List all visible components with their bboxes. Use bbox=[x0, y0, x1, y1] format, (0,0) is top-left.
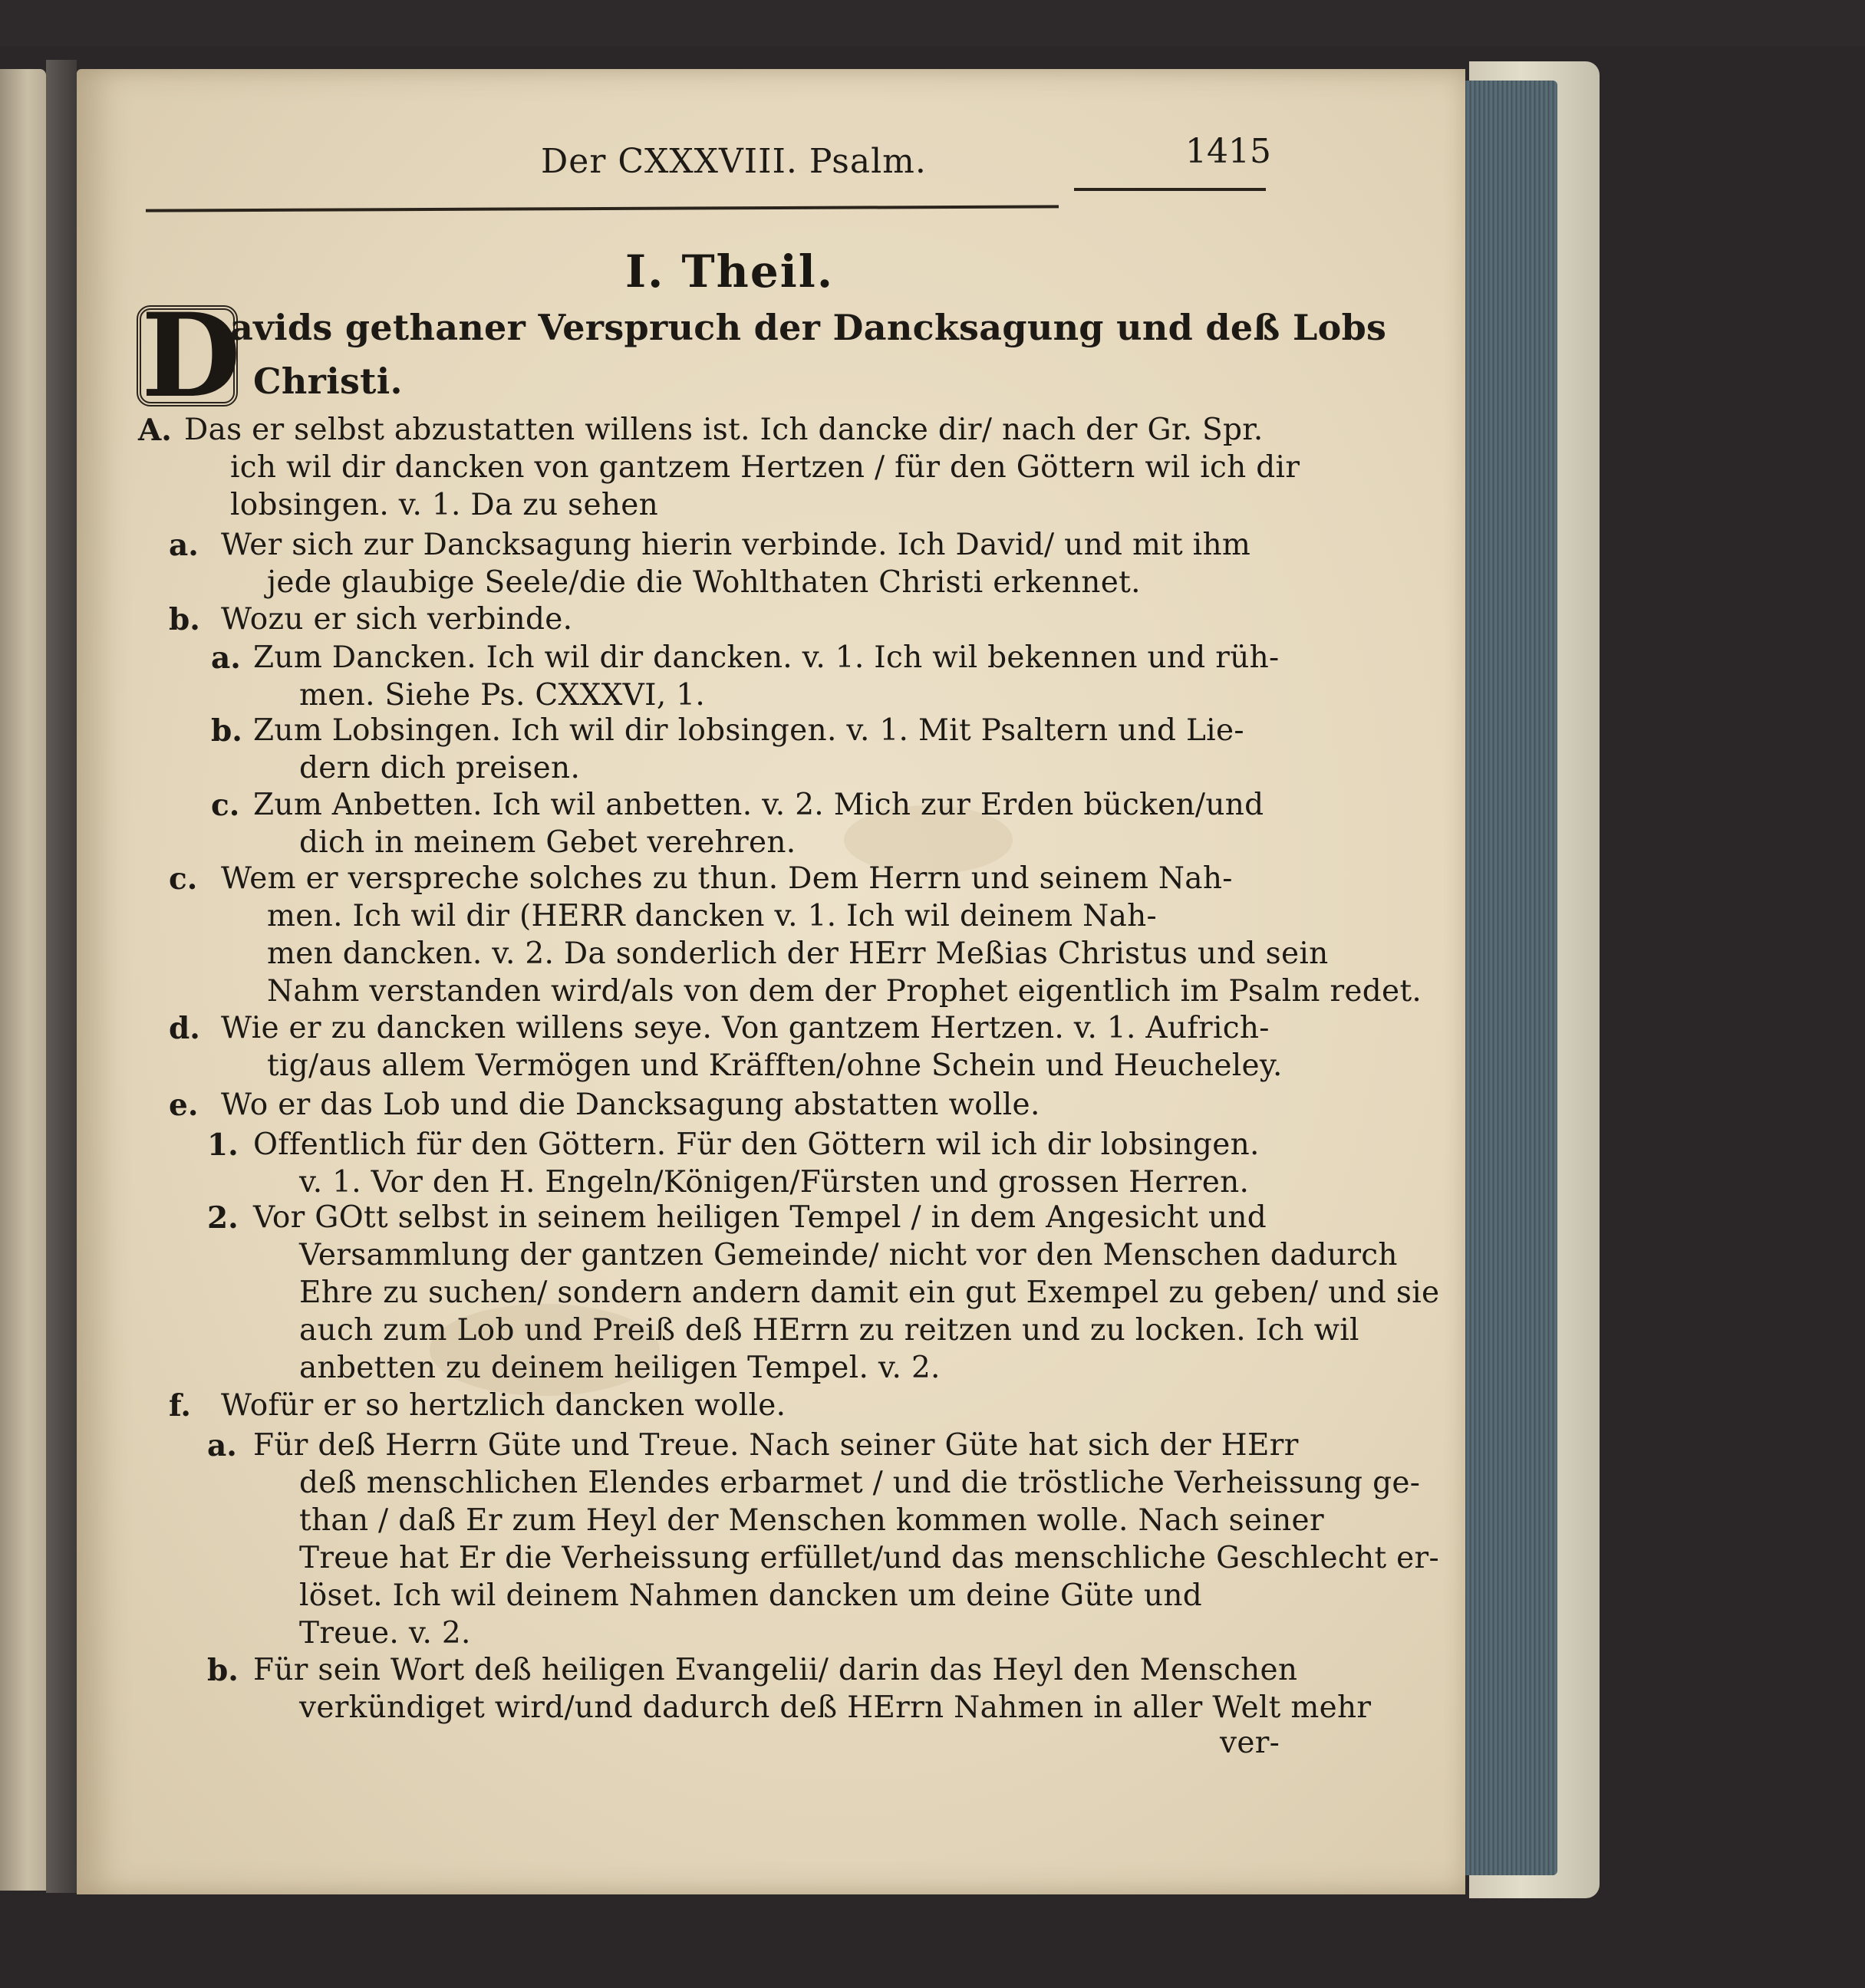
text-line: Treue. v. 2. bbox=[299, 1616, 471, 1651]
text-line: Versammlung der gantzen Gemeinde/ nicht vor den Menschen dadurch bbox=[299, 1238, 1398, 1272]
text-line: Offentlich für den Göttern. Für den Göttern wil ich dir lobsingen. bbox=[253, 1127, 1260, 1162]
text-line: men. Ich wil dir (HERR dancken v. 1. Ich wil deinem Nah- bbox=[267, 899, 1158, 933]
text-line: Zum Dancken. Ich wil dir dancken. v. 1. Ich wil bekennen und rüh- bbox=[253, 640, 1280, 675]
heading-line: avids gethaner Verspruch der Dancksagung und deß Lobs bbox=[230, 307, 1387, 348]
text-line: deß menschlichen Elendes erbarmet / und die tröstliche Verheissung ge- bbox=[299, 1466, 1421, 1500]
book-gutter bbox=[46, 60, 77, 1893]
text-line: lobsingen. v. 1. Da zu sehen bbox=[230, 488, 659, 522]
item-marker: a. bbox=[169, 528, 199, 563]
text-line: Treue hat Er die Verheissung erfüllet/und das menschliche Geschlecht er- bbox=[299, 1541, 1439, 1575]
text-line: ich wil dir dancken von gantzem Hertzen / für den Göttern wil ich dir bbox=[230, 450, 1300, 485]
text-line: Wofür er so hertzlich dancken wolle. bbox=[221, 1388, 786, 1423]
text-line: auch zum Lob und Preiß deß HErrn zu reitzen und zu locken. Ich wil bbox=[299, 1313, 1359, 1348]
text-line: men dancken. v. 2. Da sonderlich der HErr Meßias Christus und sein bbox=[267, 936, 1329, 971]
item-marker: 2. bbox=[207, 1200, 239, 1236]
text-line: verkündiget wird/und dadurch deß HErrn Nahmen in aller Welt mehr bbox=[299, 1690, 1372, 1725]
item-marker: e. bbox=[169, 1088, 199, 1123]
text-line: Wem er verspreche solches zu thun. Dem Herrn und seinem Nah- bbox=[221, 861, 1233, 896]
page-number: 1415 bbox=[1185, 132, 1271, 171]
item-marker: a. bbox=[207, 1428, 237, 1463]
item-marker: a. bbox=[211, 640, 241, 676]
facing-page-edge bbox=[0, 69, 46, 1891]
item-marker: b. bbox=[169, 602, 200, 637]
page-fore-edge bbox=[1461, 81, 1557, 1875]
text-line: Ehre zu suchen/ sondern andern damit ein gut Exempel zu geben/ und sie bbox=[299, 1275, 1440, 1310]
background-board bbox=[0, 0, 1865, 46]
decorated-initial: D bbox=[137, 305, 238, 406]
text-line: than / daß Er zum Heyl der Menschen kommen wolle. Nach seiner bbox=[299, 1503, 1324, 1538]
item-marker: A. bbox=[138, 413, 172, 448]
item-marker: f. bbox=[169, 1388, 191, 1424]
text-line: Für deß Herrn Güte und Treue. Nach seiner Güte hat sich der HErr bbox=[253, 1428, 1299, 1463]
heading-line: Christi. bbox=[253, 360, 403, 402]
text-line: Wer sich zur Dancksagung hierin verbinde. Ich David/ und mit ihm bbox=[221, 528, 1251, 562]
text-line: Wo er das Lob und die Dancksagung abstatten wolle. bbox=[221, 1088, 1040, 1122]
header-rule-right bbox=[1074, 188, 1266, 191]
text-line: löset. Ich wil deinem Nahmen dancken um deine Güte und bbox=[299, 1578, 1203, 1613]
text-line: jede glaubige Seele/die die Wohlthaten Christi erkennet. bbox=[267, 565, 1141, 600]
item-marker: b. bbox=[211, 713, 242, 749]
item-marker: d. bbox=[169, 1011, 200, 1046]
item-marker: c. bbox=[211, 788, 240, 823]
text-line: anbetten zu deinem heiligen Tempel. v. 2. bbox=[299, 1351, 941, 1385]
text-line: tig/aus allem Vermögen und Kräfften/ohne Schein und Heucheley. bbox=[267, 1048, 1283, 1083]
text-line: dern dich preisen. bbox=[299, 751, 581, 785]
section-title: I. Theil. bbox=[625, 245, 835, 298]
item-marker: 1. bbox=[207, 1127, 239, 1163]
text-line: Wozu er sich verbinde. bbox=[221, 602, 573, 637]
text-line: men. Siehe Ps. CXXXVI, 1. bbox=[299, 678, 706, 713]
item-marker: c. bbox=[169, 861, 198, 897]
text-line: Wie er zu dancken willens seye. Von gantzem Hertzen. v. 1. Aufrich- bbox=[221, 1011, 1270, 1045]
catchword: ver- bbox=[1220, 1726, 1280, 1760]
text-line: Zum Anbetten. Ich wil anbetten. v. 2. Mich zur Erden bücken/und bbox=[253, 788, 1264, 822]
text-line: Für sein Wort deß heiligen Evangelii/ darin das Heyl den Menschen bbox=[253, 1653, 1298, 1687]
running-head: Der CXXXVIII. Psalm. bbox=[541, 142, 927, 181]
text-line: Zum Lobsingen. Ich wil dir lobsingen. v. 1. Mit Psaltern und Lie- bbox=[253, 713, 1244, 748]
text-line: dich in meinem Gebet verehren. bbox=[299, 825, 796, 860]
text-line: Vor GOtt selbst in seinem heiligen Tempel / in dem Angesicht und bbox=[253, 1200, 1267, 1235]
text-line: Nahm verstanden wird/als von dem der Prophet eigentlich im Psalm redet. bbox=[267, 974, 1422, 1009]
text-line: v. 1. Vor den H. Engeln/Königen/Fürsten und grossen Herren. bbox=[299, 1165, 1250, 1200]
text-line: Das er selbst abzustatten willens ist. Ich dancke dir/ nach der Gr. Spr. bbox=[184, 413, 1264, 447]
item-marker: b. bbox=[207, 1653, 239, 1688]
